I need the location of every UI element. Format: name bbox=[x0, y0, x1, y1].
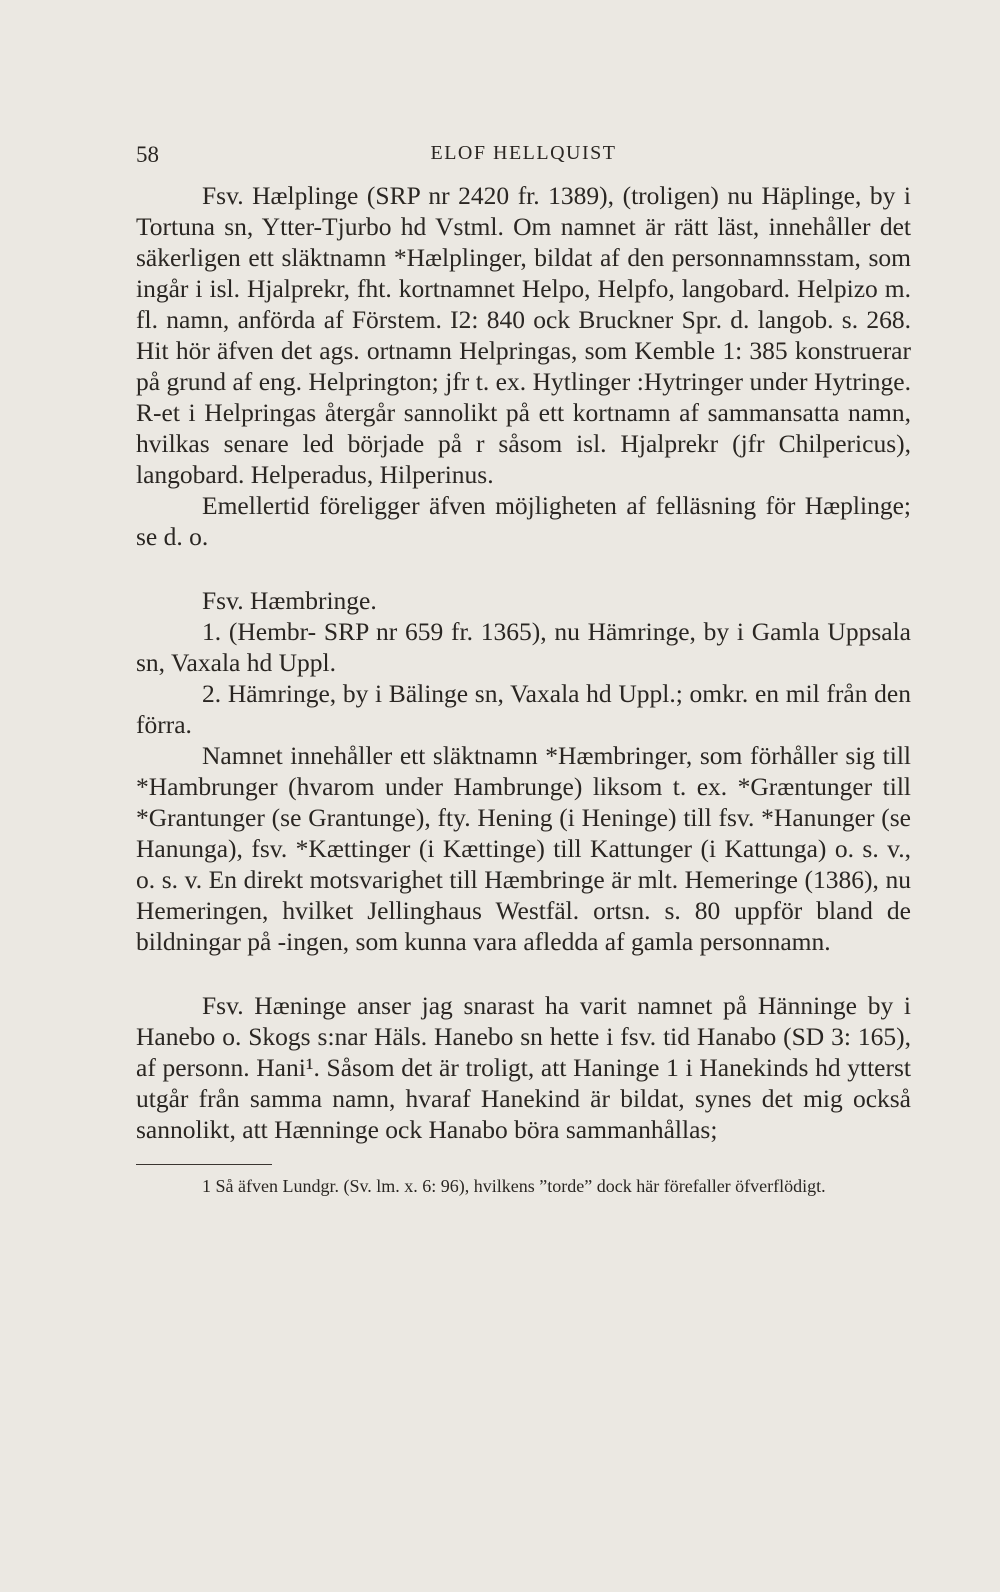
footnote-divider bbox=[136, 1164, 272, 1165]
page-number: 58 bbox=[136, 142, 159, 167]
paragraph-haeninge: Fsv. Hæninge anser jag snarast ha varit namnet på Hänninge by i Hanebo o. Skogs s:nar Häls. Hanebo sn hette i fsv. tid Hanabo (SD 3: 165), af personn. Hani¹. Såsom det är troligt, att Haninge 1 i Hanekinds hd ytterst utgår från samma namn, hvaraf Hanekind är bildat, synes det mig också sannolikt, att Hænninge ock Hanabo böra sammanhållas; bbox=[136, 991, 911, 1144]
paragraph-haembringe-1: 1. (Hembr- SRP nr 659 fr. 1365), nu Hämringe, by i Gamla Uppsala sn, Vaxala hd Uppl. bbox=[136, 617, 911, 677]
page-header bbox=[136, 134, 911, 174]
running-title: ELOF HELLQUIST bbox=[430, 142, 617, 164]
paragraph-haembringe-2: 2. Hämringe, by i Bälinge sn, Vaxala hd Uppl.; omkr. en mil från den förra. bbox=[136, 679, 911, 739]
paragraph-emellertid: Emellertid föreligger äfven möjligheten af felläsning för Hæplinge; se d. o. bbox=[136, 491, 911, 551]
paragraph-namnet: Namnet innehåller ett släktnamn *Hæmbringer, som förhåller sig till *Hambrunger (hvarom under Hambrunge) liksom t. ex. *Græntunger till *Grantunger (se Grantunge), fty. Hening (i Heninge) till fsv. *Hanunger (se Hanunga), fsv. *Kættinger (i Kættinge) till Kattunger (i Kattunga) o. s. v., o. s. v. En direkt motsvarighet till Hæmbringe är mlt. Hemeringe (1386), nu Hemeringen, hvilket Jellinghaus Westfäl. ortsn. s. 80 uppför bland de bildningar på -ingen, som kunna vara afledda af gamla personnamn. bbox=[136, 741, 911, 956]
footnote: 1 Så äfven Lundgr. (Sv. lm. x. 6: 96), hvilkens ”torde” dock här förefaller öfverflödigt. bbox=[202, 1176, 826, 1196]
page-content bbox=[136, 134, 911, 1202]
paragraph-haembringe-heading: Fsv. Hæmbringe. bbox=[202, 586, 377, 615]
paragraph-haelplinge: Fsv. Hælplinge (SRP nr 2420 fr. 1389), (troligen) nu Häplinge, by i Tortuna sn, Ytter-Tjurbo hd Vstml. Om namnet är rätt läst, innehåller det säkerligen ett släktnamn *Hælplinger, bildat af den personnamnsstam, som ingår i isl. Hjalprekr, fht. kortnamnet Helpo, Helpfo, langobard. Helpizo m. fl. namn, anförda af Förstem. I2: 840 ock Bruckner Spr. d. langob. s. 268. Hit hör äfven det ags. ortnamn Helpringas, som Kemble 1: 385 konstruerar på grund af eng. Helprington; jfr t. ex. Hytlinger :Hytringer under Hytringe. R-et i Helpringas återgår sannolikt på ett kortnamn af sammansatta namn, hvilkas senare led började på r såsom isl. Hjalprekr (jfr Chilpericus), langobard. Helperadus, Hilperinus. bbox=[136, 181, 911, 489]
